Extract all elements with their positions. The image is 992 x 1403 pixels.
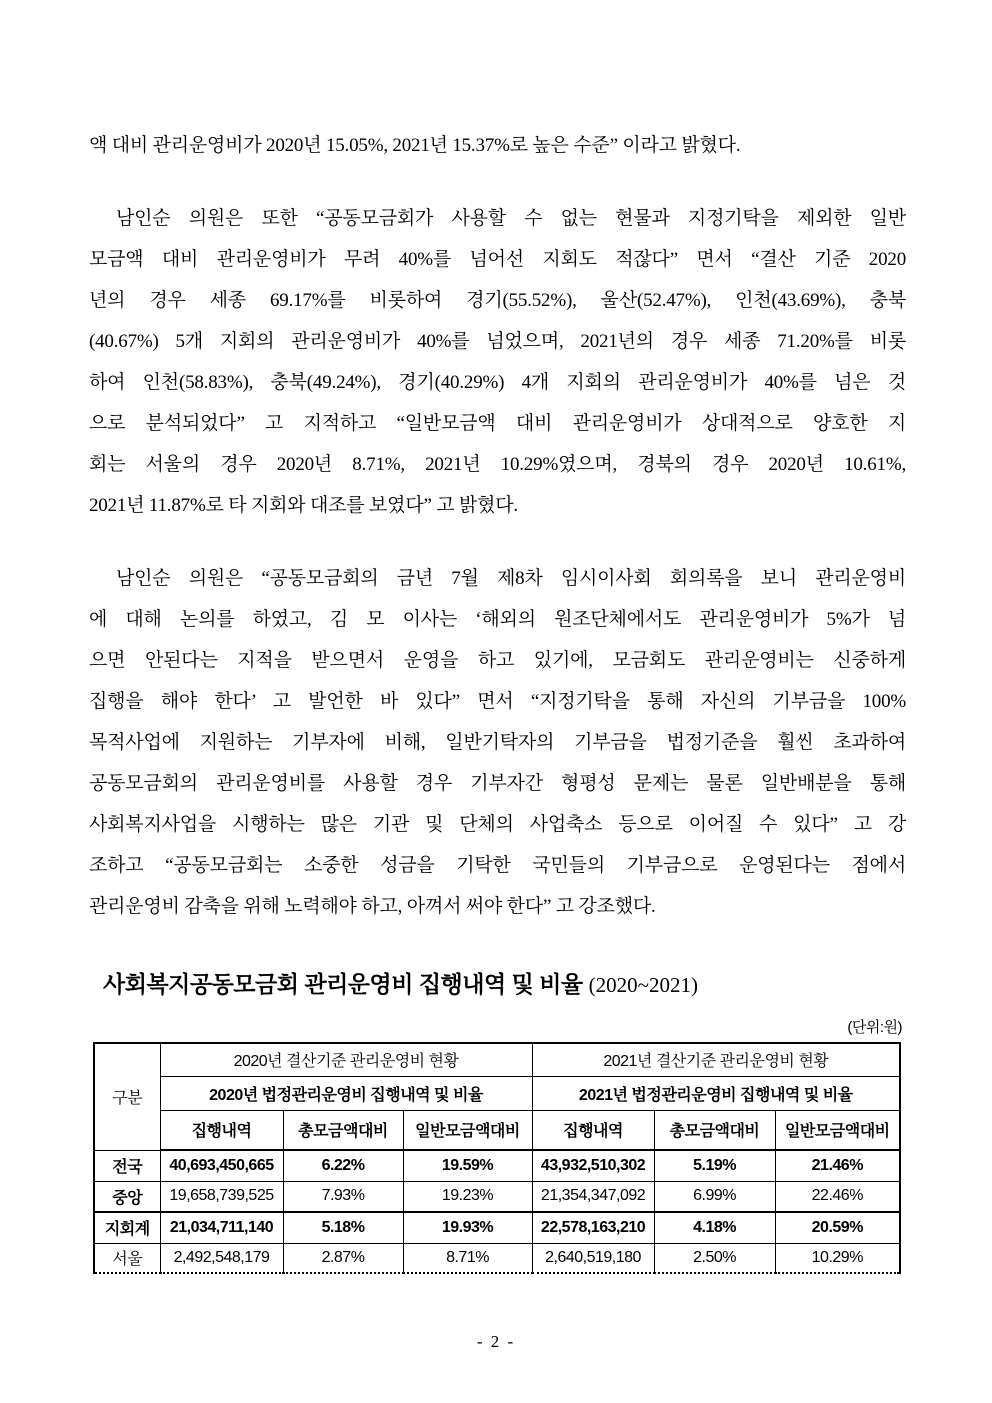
cell-value: 19.23% [403, 1181, 532, 1212]
body-line: 2021년 11.87%로 타 지회와 대조를 보였다” 고 밝혔다. [89, 495, 518, 516]
body-line: 회는 서울의 경우 2020년 8.71%, 2021년 10.29%였으며, 경북의 경우 2020년 10.61%, [89, 454, 906, 475]
body-line: 으로 분석되었다” 고 지적하고 “일반모금액 대비 관리운영비가 상대적으로 양호한 지 [89, 413, 906, 434]
table-header-row-columns [94, 1110, 900, 1150]
table-row-seoul [94, 1243, 900, 1273]
row-label: 중앙 [94, 1181, 160, 1212]
header-cell-2020-general-ratio: 일반모금액대비 [403, 1110, 532, 1150]
body-text [89, 125, 906, 927]
body-line: 목적사업에 지원하는 기부자에 비해, 일반기탁자의 기부금을 법정기준을 훨씬 초과하여 [89, 732, 906, 753]
cell-value: 19,658,739,525 [160, 1181, 283, 1212]
table-row-jihoegye [94, 1212, 900, 1243]
cell-value: 2.50% [654, 1243, 775, 1273]
paragraph [89, 558, 906, 927]
cell-value: 2,492,548,179 [160, 1243, 283, 1273]
header-cell-2021-detail: 2021년 법정관리운영비 집행내역 및 비율 [532, 1076, 900, 1110]
body-line: 사회복지사업을 시행하는 많은 기관 및 단체의 사업축소 등으로 이어질 수 있다” 고 강 [89, 814, 906, 835]
table-row-jungang [94, 1181, 900, 1212]
cell-value: 5.19% [654, 1150, 775, 1181]
header-cell-2021-total-ratio: 총모금액대비 [654, 1110, 775, 1150]
cell-value: 22.46% [775, 1181, 900, 1212]
cell-value: 8.71% [403, 1243, 532, 1273]
body-line: 에 대해 논의를 하였고, 김 모 이사는 ‘해외의 원조단체에서도 관리운영비가 5%가 넘 [89, 609, 906, 630]
body-line: 액 대비 관리운영비가 2020년 15.05%, 2021년 15.37%로 높은 수준” 이라고 밝혔다. [89, 135, 741, 156]
body-line: 년의 경우 세종 69.17%를 비롯하여 경기(55.52%), 울산(52.47%), 인천(43.69%), 충북 [89, 290, 906, 311]
header-cell-gubun: 구분 [94, 1043, 160, 1150]
paragraph [89, 125, 906, 166]
cell-value: 5.18% [283, 1212, 403, 1243]
report-table [93, 1042, 901, 1274]
body-line: 남인순 의원은 또한 “공동모금회가 사용할 수 없는 현물과 지정기탁을 제외한 일반 [116, 208, 906, 229]
table-title [103, 966, 903, 999]
body-line: 하여 인천(58.83%), 충북(49.24%), 경기(40.29%) 4개 지회의 관리운영비가 40%를 넘은 것 [89, 372, 906, 393]
header-cell-2021-general-ratio: 일반모금액대비 [775, 1110, 900, 1150]
cell-value: 19.59% [403, 1150, 532, 1181]
paragraph [89, 198, 906, 526]
table-header-row-status [94, 1043, 900, 1076]
cell-value: 21.46% [775, 1150, 900, 1181]
header-cell-2020-detail: 2020년 법정관리운영비 집행내역 및 비율 [160, 1076, 532, 1110]
cell-value: 2,640,519,180 [532, 1243, 654, 1273]
cell-value: 22,578,163,210 [532, 1212, 654, 1243]
table-row-jeonguk [94, 1150, 900, 1181]
row-label: 지회계 [94, 1212, 160, 1243]
cell-value: 6.99% [654, 1181, 775, 1212]
body-line: 조하고 “공동모금회는 소중한 성금을 기탁한 국민들의 기부금으로 운영된다는 점에서 [89, 855, 906, 876]
table-title-text: 사회복지공동모금회 관리운영비 집행내역 및 비율 [103, 971, 583, 997]
header-cell-2020-total-ratio: 총모금액대비 [283, 1110, 403, 1150]
row-label: 전국 [94, 1150, 160, 1181]
cell-value: 2.87% [283, 1243, 403, 1273]
body-line: 공동모금회의 관리운영비를 사용할 경우 기부자간 형평성 문제는 물론 일반배분을 통해 [89, 773, 906, 794]
body-line: 으면 안된다는 지적을 받으면서 운영을 하고 있기에, 모금회도 관리운영비는 신중하게 [89, 650, 906, 671]
cell-value: 19.93% [403, 1212, 532, 1243]
header-cell-2020-status: 2020년 결산기준 관리운영비 현황 [160, 1043, 532, 1076]
body-line: (40.67%) 5개 지회의 관리운영비가 40%를 넘었으며, 2021년의 경우 세종 71.20%를 비롯 [89, 331, 906, 352]
header-cell-2021-status: 2021년 결산기준 관리운영비 현황 [532, 1043, 900, 1076]
body-line: 남인순 의원은 “공동모금회의 금년 7월 제8차 임시이사회 회의록을 보니 관리운영비 [116, 568, 906, 589]
row-label: 서울 [94, 1243, 160, 1273]
header-cell-2020-exec: 집행내역 [160, 1110, 283, 1150]
cell-value: 4.18% [654, 1212, 775, 1243]
body-line: 관리운영비 감축을 위해 노력해야 하고, 아껴서 써야 한다” 고 강조했다. [89, 896, 656, 917]
cell-value: 40,693,450,665 [160, 1150, 283, 1181]
cell-value: 10.29% [775, 1243, 900, 1273]
page-number: - 2 - [476, 1332, 516, 1351]
cell-value: 21,354,347,092 [532, 1181, 654, 1212]
cell-value: 20.59% [775, 1212, 900, 1243]
body-line: 집행을 해야 한다’ 고 발언한 바 있다” 면서 “지정기탁을 통해 자신의 기부금을 100% [89, 691, 906, 712]
unit-label: (단위:원) [847, 1019, 902, 1036]
cell-value: 6.22% [283, 1150, 403, 1181]
table-title-period: (2020~2021) [588, 973, 698, 997]
body-line: 모금액 대비 관리운영비가 무려 40%를 넘어선 지회도 적잖다” 면서 “결산 기준 2020 [89, 249, 906, 270]
cell-value: 21,034,711,140 [160, 1212, 283, 1243]
cell-value: 43,932,510,302 [532, 1150, 654, 1181]
header-cell-2021-exec: 집행내역 [532, 1110, 654, 1150]
table-header-row-detail [94, 1076, 900, 1110]
cell-value: 7.93% [283, 1181, 403, 1212]
